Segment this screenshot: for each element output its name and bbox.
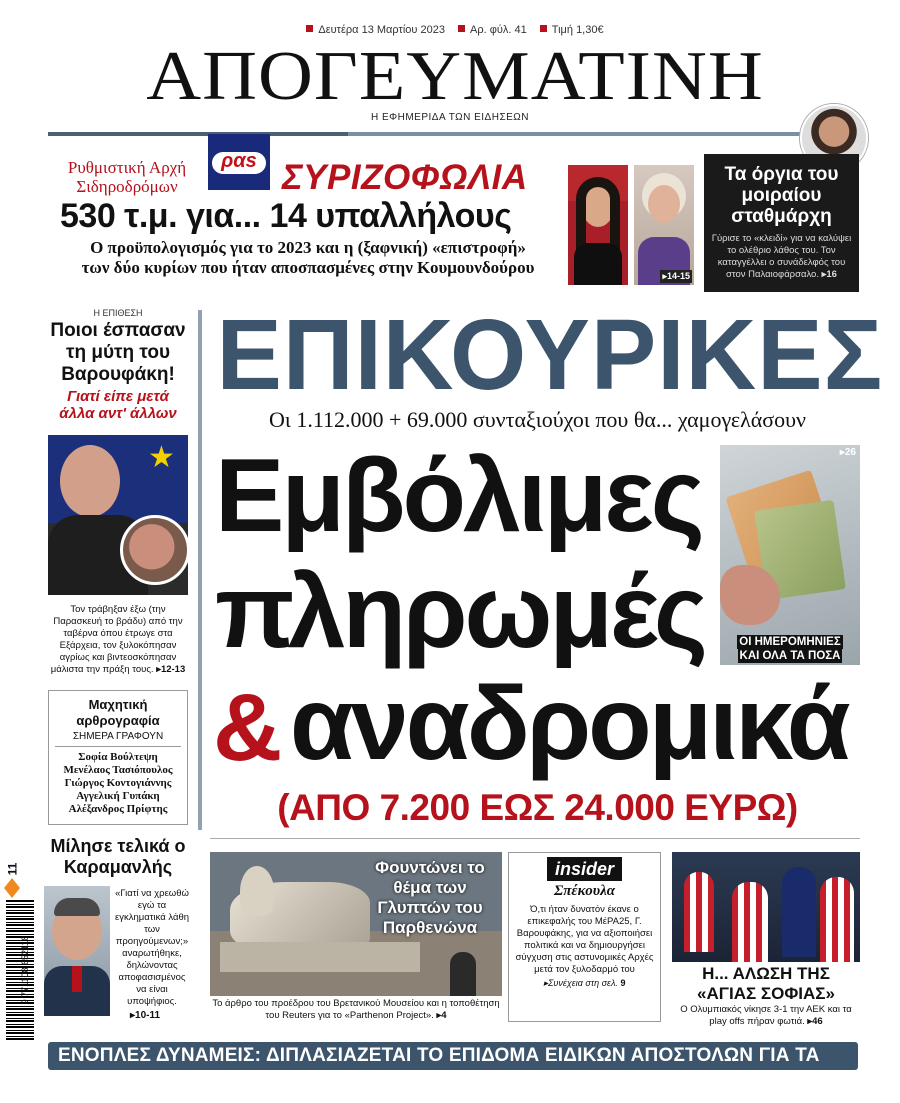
opinion-title: Μαχητική αρθρογραφία [76,697,160,728]
issue-number: Αρ. φύλ. 41 [470,24,527,36]
stationmaster-box [704,154,859,292]
insider-body: Ό,τι ήταν δυνατόν έκανε ο επικεφαλής του ΜέΡΑ25, Γ. Βαρουφάκης, για να αξιοποιήσει πολιτικά και να δημιουργήσει σύγχυση στις αστυνομικές Αρχές μετά τον ξυλοδαρμό του [515,904,654,975]
page-ref: ▸5 [160,1080,173,1092]
photo-caption-line: ΚΑΙ ΟΛΑ ΤΑ ΠΟΣΑ [739,650,841,662]
marbles-headline: Φουντώνει το θέμα των Γλυπτών του Παρθενώνα [375,858,485,937]
kicker-line: Ρυθμιστική Αρχή [67,158,187,177]
sports-caption [672,1004,860,1028]
bullet-icon [306,25,313,32]
marbles-caption [210,998,502,1022]
top-story-kicker [52,158,202,196]
page-ref: ▸4 [436,1010,447,1021]
writer-name: Γιώργος Κοντογιάννης [64,777,172,789]
main-deck: Οι 1.112.000 + 69.000 συνταξιούχοι που θα... χαμογελάσουν [269,407,806,432]
writer-name: Αλέξανδρος Πρίφτης [68,803,168,815]
top-story-deck [58,238,558,278]
newspaper-title: ΑΠΟΓΕΥΜΑΤΙΝΗ [146,37,764,115]
top-story-headline: 530 τ.μ. για... 14 υπαλλήλους [60,197,512,235]
left-headline: Ποιοι έσπασαν τη μύτη του Βαρουφάκη! [50,320,186,385]
insider-title: Σπέκουλα [553,883,616,899]
barcode-digits: 9 771108 652118 [20,935,30,1005]
opinion-writers [49,751,187,816]
opinion-subtitle: ΣΗΜΕΡΑ ΓΡΑΦΟΥΝ [72,731,164,742]
main-amount: (ΑΠΟ 7.200 ΕΩΣ 24.000 ΕΥΡΩ) [277,787,798,828]
writer-name: Αγγελική Γυπάκη [76,790,160,802]
kicker-line: Σιδηροδρόμων [76,177,178,196]
karamanlis-body-text: «Γιατί να χρεωθώ εγώ τα εγκληματικά λάθη των προηγούμενων;» αναρωτήθηκε, δηλώνοντας αποφασισμένος να είναι υποψήφιος. [114,888,190,1007]
marbles-photo [210,852,502,996]
ras-logo [208,134,270,190]
opinion-box [48,690,188,825]
writer-name: Σοφία Βούλτεψη [78,751,158,763]
karamanlis-headline: Μίλησε τελικά ο Καραμανλής [50,836,186,877]
money-photo [720,445,860,665]
page-ref: ▸26 [839,447,856,458]
eu-star-icon: ★ [148,441,175,474]
page-ref: 9 [620,978,626,988]
main-headline-line2: πληρωμές [215,554,705,670]
masthead-rule-accent [48,132,348,136]
divider [55,746,181,747]
varoufakis-photo [48,435,188,595]
sports-photo [672,852,860,962]
main-headline-line1: Εμβόλιμες [215,438,702,554]
continued-label: ▸Συνέχεια στη σελ. [543,978,618,988]
issue-price: Τιμή 1,30€ [551,24,604,36]
column-rule [198,310,202,830]
page-ref: ▸46 [807,1016,823,1027]
bottom-bar-text: ΕΝΟΠΛΕΣ ΔΥΝΑΜΕΙΣ: ΔΙΠΛΑΣΙΑΖΕΤΑΙ ΤΟ ΕΠΙΔΟΜΑ ΕΙΔΙΚΩΝ ΑΠΟΣΤΟΛΩΝ ΓΙΑ ΤΑ ΣΤΕΛΕΧΗ [58,1045,820,1094]
insider-badge: insider [547,857,622,881]
main-label: ΕΠΙΚΟΥΡΙΚΕΣ [216,299,884,411]
left-body [48,604,188,676]
politician-photo-right [634,165,694,285]
left-kicker: Η ΕΠΙΘΕΣΗ [93,308,143,318]
top-story-title: ΣΥΡΙΖΟΦΩΛΙΑ [282,158,528,197]
bullet-icon [458,25,465,32]
bottom-bar [48,1042,858,1094]
issue-number-vertical: 11 [5,862,20,876]
insider-box [508,852,661,1022]
marbles-caption-text: Το άρθρο του προέδρου του Βρετανικού Μουσείου και η τοποθέτηση του Reuters για το «Parthenon Project». [212,998,500,1021]
writer-name: Μενέλαος Τασιόπουλος [63,764,173,776]
photo-caption-line: ΟΙ ΗΜΕΡΟΜΗΝΙΕΣ [739,636,841,648]
ras-logo-text: ραs [221,150,257,172]
karamanlis-photo [44,886,110,1016]
deck-line: Ο προϋπολογισμός για το 2023 και η (ξαφνική) «επιστροφή» [90,238,526,257]
orange-marker-icon [4,878,20,898]
stationmaster-headline: Τα όργια του μοιραίου σταθμάρχη [724,164,839,227]
dateline [0,24,900,36]
politician-photo-left [568,165,628,285]
insider-continued [515,978,654,989]
left-subhead: Γιατί είπε μετά άλλα αντ' άλλων [59,388,177,422]
issue-date: Δευτέρα 13 Μαρτίου 2023 [318,24,445,36]
tagline: Η ΕΦΗΜΕΡΙΔΑ ΤΩΝ ΕΙΔΗΣΕΩΝ [370,112,529,123]
left-body-text: Τον τράβηξαν έξω (την Παρασκευή το βράδυ) από την ταβέρνα όπου έτρωγε στα Εξάρχεια, τον ξυλοκόπησαν αγρίως και βιντεοσκόπησαν μάλιστα την πράξη τους. [50,604,183,675]
page-ref: ▸16 [821,269,837,280]
sports-caption-text: Ο Ολυμπιακός νίκησε 3-1 την ΑΕΚ και τα play offs πήραν φωτιά. [680,1004,852,1027]
section-rule [210,838,860,839]
page-ref: ▸10-11 [130,1010,161,1021]
stationmaster-body-text: Γύρισε το «κλειδί» για να καλύψει το ολέθριο λάθος του. Τον καταγγέλλει ο συνάδελφός του στον Παλαιοφάρσαλο. [711,233,852,280]
deck-line: των δύο κυρίων που ήταν αποσπασμένες στην Κουμουνδούρου [81,258,535,277]
stationmaster-body [710,233,853,281]
bullet-icon [540,25,547,32]
page-ref: ▸12-13 [156,664,186,675]
sports-headline: Η... ΑΛΩΣΗ ΤΗΣ «ΑΓΙΑΣ ΣΟΦΙΑΣ» [697,964,835,1003]
main-headline-amp: & [213,674,283,781]
page-ref: ▸14-15 [662,271,690,281]
main-headline-line3: αναδρομικά [290,666,848,782]
karamanlis-body [114,888,190,1008]
